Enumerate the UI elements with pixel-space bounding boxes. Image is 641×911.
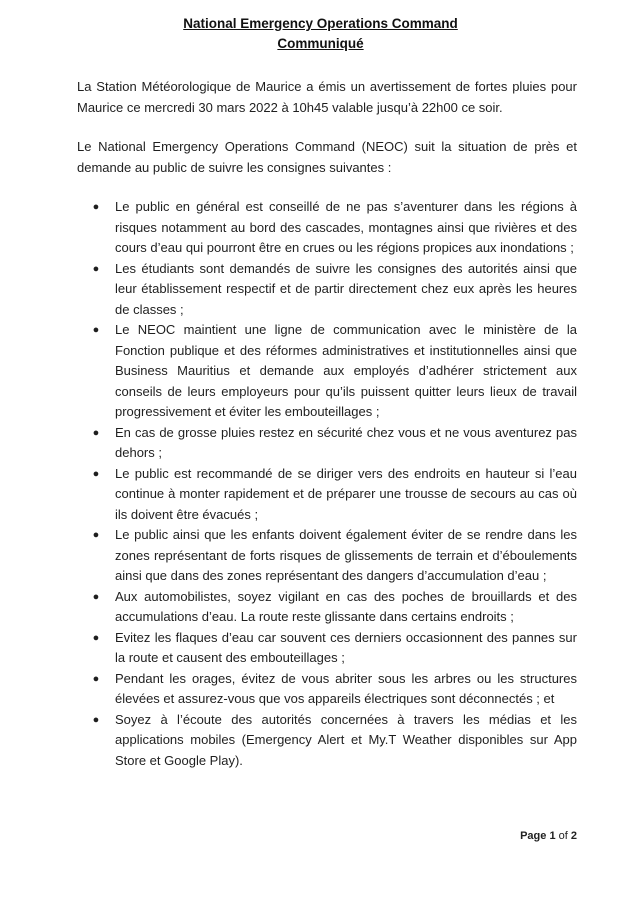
- list-item: [77, 320, 577, 423]
- list-item-text: Les étudiants sont demandés de suivre les consignes des autorités ainsi que leur établissement respectif et de partir directement chez eux après les heures de classes ;: [115, 260, 577, 317]
- bullet-icon: ●: [92, 672, 100, 685]
- list-item: [77, 197, 577, 259]
- bullet-icon: ●: [92, 262, 100, 275]
- list-item: [77, 669, 577, 710]
- list-item-text: Aux automobilistes, soyez vigilant en cas des poches de brouillards et des accumulations d’eau. La route reste glissante dans certains endroits ;: [115, 588, 577, 624]
- list-item-text: Le public est recommandé de se diriger vers des endroits en hauteur si l’eau continue à monter rapidement et de préparer une trousse de secours au cas où ils doivent être évacués ;: [115, 465, 577, 522]
- bullet-icon: ●: [92, 426, 100, 439]
- bullet-icon: ●: [92, 713, 100, 726]
- list-item-text: Pendant les orages, évitez de vous abriter sous les arbres ou les structures élevées et assurez-vous que vos appareils électriques sont déconnectés ; et: [115, 670, 577, 706]
- list-item-text: En cas de grosse pluies restez en sécurité chez vous et ne vous aventurez pas dehors ;: [115, 424, 577, 460]
- bullet-icon: ●: [92, 201, 100, 213]
- document-subtitle: Communiqué: [277, 36, 364, 51]
- page-of: of: [558, 830, 568, 842]
- bullet-icon: ●: [92, 529, 100, 541]
- bullet-icon: ●: [92, 590, 100, 603]
- list-item: [77, 259, 577, 321]
- page-number: [520, 828, 577, 844]
- intro-paragraph: La Station Météorologique de Maurice a émis un avertissement de fortes pluies pour Maurice ce mercredi 30 mars 2022 à 10h45 valable jusqu’à 22h00 ce soir.: [77, 79, 577, 115]
- bullet-icon: ●: [92, 324, 100, 336]
- list-item: [77, 423, 577, 464]
- page-label: Page: [520, 830, 547, 842]
- page-total: 2: [570, 830, 577, 842]
- list-item-text: Evitez les flaques d’eau car souvent ces derniers occasionnent des pannes sur la route et causent des embouteillages ;: [115, 629, 577, 665]
- list-item-text: Le public ainsi que les enfants doivent également éviter de se rendre dans les zones représentant de forts risques de glissements de terrain et d’éboulements ainsi que dans des zones représentant des dangers d’accumulation d’eau ;: [115, 527, 577, 583]
- list-item-text: Le NEOC maintient une ligne de communication avec le ministère de la Fonction publique et des réformes administratives et institutionnelles ainsi que Business Mauritius et demande aux employés d’adhérer strictement aux conseils de leurs employeurs pour qu’ils puissent quitter leurs lieux de travail progressivement et éviter les embouteillages ;: [115, 322, 577, 419]
- list-item: [77, 587, 577, 628]
- list-item-text: Le public en général est conseillé de ne pas s’aventurer dans les régions à risques notamment au bord des cascades, montagnes ainsi que rivières et des cours d’eau qui pourront être en crues ou les régions propices aux inondations ;: [115, 199, 577, 255]
- list-item: [77, 628, 577, 669]
- instructions-list: [77, 197, 577, 771]
- page-current: 1: [549, 830, 556, 842]
- bullet-icon: ●: [92, 467, 100, 480]
- document-header: [0, 14, 641, 54]
- neoc-paragraph: Le National Emergency Operations Command (NEOC) suit la situation de près et demande au public de suivre les consignes suivantes :: [77, 139, 577, 175]
- list-item: [77, 525, 577, 587]
- list-item: [77, 710, 577, 772]
- list-item: [77, 464, 577, 526]
- document-title: National Emergency Operations Command: [183, 16, 458, 31]
- list-item-text: Soyez à l’écoute des autorités concernées à travers les médias et les applications mobiles (Emergency Alert et My.T Weather disponibles sur App Store et Google Play).: [115, 711, 577, 768]
- bullet-icon: ●: [92, 631, 100, 644]
